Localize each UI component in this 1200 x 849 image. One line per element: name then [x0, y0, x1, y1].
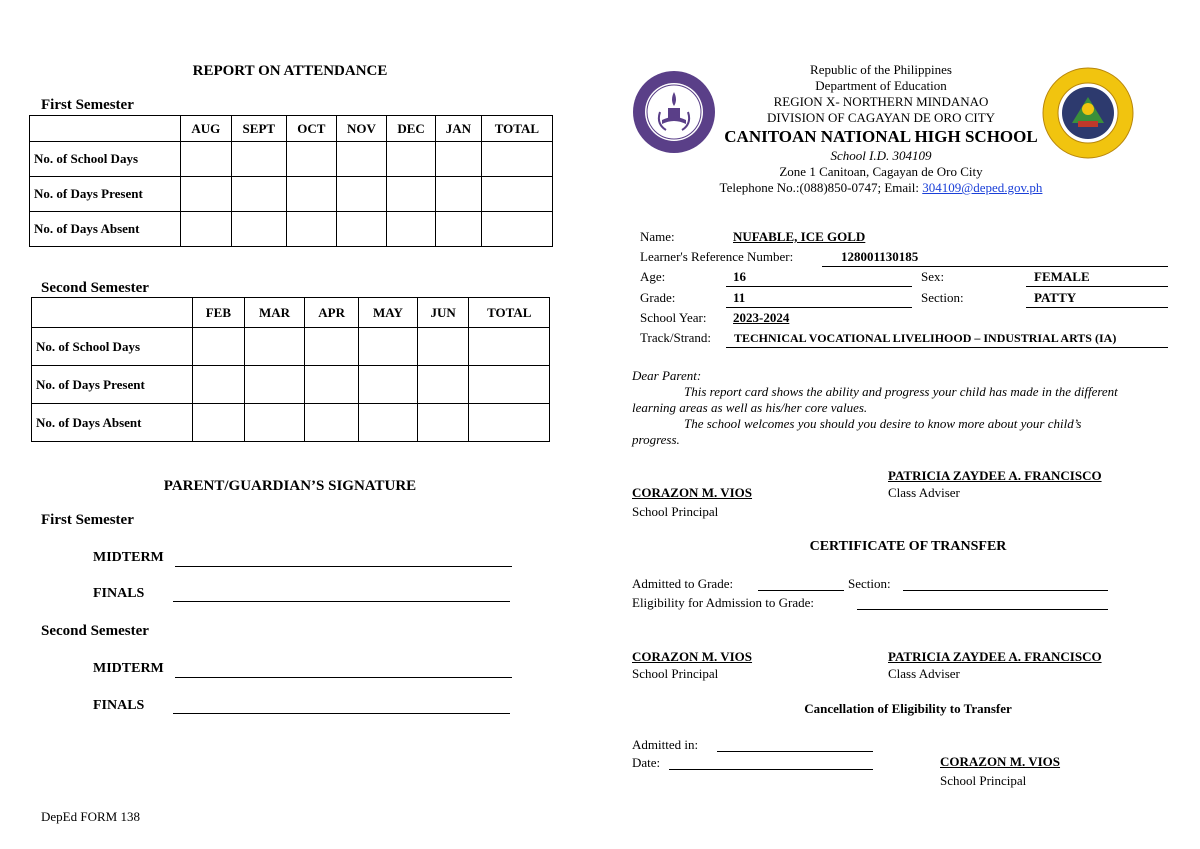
section-label: Section: — [921, 290, 964, 305]
month-header: JUN — [417, 298, 469, 328]
eligibility-label: Eligibility for Admission to Grade: — [632, 595, 814, 610]
finals-signature-line — [173, 601, 510, 602]
principal-title: School Principal — [632, 666, 719, 681]
republic-line: Republic of the Philippines — [810, 62, 952, 77]
table-row — [30, 142, 553, 177]
total-header: TOTAL — [469, 298, 550, 328]
signature-title: PARENT/GUARDIAN’S SIGNATURE — [163, 478, 417, 494]
admitted-grade-line — [758, 590, 844, 591]
finals-label: FINALS — [93, 586, 145, 601]
adviser-title: Class Adviser — [888, 666, 960, 681]
age-underline — [726, 286, 912, 287]
grade-underline — [726, 307, 912, 308]
address-line: Zone 1 Canitoan, Cagayan de Oro City — [779, 164, 983, 179]
midterm-label: MIDTERM — [93, 661, 164, 676]
school-year-value: 2023-2024 — [733, 310, 790, 325]
finals-signature-line — [173, 713, 510, 714]
row-label: No. of Days Present — [30, 177, 181, 212]
attendance-title: REPORT ON ATTENDANCE — [192, 63, 388, 79]
midterm-label: MIDTERM — [93, 550, 164, 565]
row-label: No. of School Days — [32, 328, 193, 366]
school-seal-logo — [632, 70, 716, 154]
deped-seal-logo — [1042, 67, 1134, 159]
midterm-signature-line — [175, 566, 512, 567]
table-corner — [30, 116, 181, 142]
table-row — [30, 212, 553, 247]
track-label: Track/Strand: — [640, 330, 712, 345]
table-row — [32, 366, 550, 404]
row-label: No. of Days Absent — [30, 212, 181, 247]
month-header: AUG — [181, 116, 232, 142]
month-header: APR — [305, 298, 359, 328]
month-header: MAY — [359, 298, 418, 328]
row-label: No. of Days Present — [32, 366, 193, 404]
adviser-name: PATRICIA ZAYDEE A. FRANCISCO — [888, 468, 1102, 483]
admitted-in-line — [717, 751, 873, 752]
first-semester-attendance-table — [29, 115, 553, 247]
row-label: No. of Days Absent — [32, 404, 193, 442]
date-label: Date: — [632, 755, 661, 770]
midterm-signature-line — [175, 677, 512, 678]
department-line: Department of Education — [815, 78, 947, 93]
sex-underline — [1026, 286, 1168, 287]
eligibility-line — [857, 609, 1108, 610]
table-row — [32, 404, 550, 442]
section-value: PATTY — [1034, 290, 1077, 305]
letter-paragraph-2: The school welcomes you should you desire to know more about your child’s progress. — [632, 416, 1082, 447]
name-label: Name: — [640, 229, 675, 244]
finals-label: FINALS — [93, 698, 145, 713]
letter-paragraph-1: This report card shows the ability and progress your child has made in the different learning areas as well as his/her core values. — [632, 384, 1118, 415]
second-semester-label: Second Semester — [41, 280, 149, 296]
row-label: No. of School Days — [30, 142, 181, 177]
email-link[interactable]: 304109@deped.gov.ph — [922, 180, 1043, 195]
division-line: DIVISION OF CAGAYAN DE ORO CITY — [766, 110, 996, 125]
lrn-value: 128001130185 — [841, 249, 919, 264]
region-line: REGION X- NORTHERN MINDANAO — [773, 94, 989, 109]
transfer-section-line — [903, 590, 1108, 591]
certificate-title: CERTIFICATE OF TRANSFER — [809, 539, 1007, 554]
month-header: NOV — [336, 116, 387, 142]
cancellation-title: Cancellation of Eligibility to Transfer — [804, 701, 1012, 716]
date-line — [669, 769, 873, 770]
track-underline — [726, 347, 1168, 348]
school-id: School I.D. 304109 — [830, 148, 932, 163]
sig-second-semester-label: Second Semester — [41, 623, 149, 639]
contact-line — [680, 180, 1082, 196]
lrn-label: Learner's Reference Number: — [640, 249, 794, 264]
table-row — [32, 328, 550, 366]
total-header: TOTAL — [481, 116, 552, 142]
sex-label: Sex: — [921, 269, 945, 284]
table-corner — [32, 298, 193, 328]
month-header: MAR — [244, 298, 304, 328]
principal-title: School Principal — [632, 504, 719, 519]
sig-first-semester-label: First Semester — [41, 512, 134, 528]
principal-title: School Principal — [940, 773, 1027, 788]
grade-value: 11 — [733, 290, 746, 305]
first-semester-label: First Semester — [41, 97, 134, 113]
telephone-text: Telephone No.:(088)850-0747; Email: — [719, 180, 923, 195]
grade-label: Grade: — [640, 290, 676, 305]
month-header: SEPT — [231, 116, 286, 142]
form-name: DepEd FORM 138 — [41, 809, 140, 824]
student-name: NUFABLE, ICE GOLD — [733, 229, 866, 244]
school-name: CANITOAN NATIONAL HIGH SCHOOL — [724, 127, 1038, 146]
track-value: TECHNICAL VOCATIONAL LIVELIHOOD – INDUSTRIAL ARTS (IA) — [734, 331, 1117, 345]
age-label: Age: — [640, 269, 666, 284]
adviser-title: Class Adviser — [888, 485, 960, 500]
principal-name: CORAZON M. VIOS — [632, 485, 753, 500]
age-value: 16 — [733, 269, 746, 284]
principal-name: CORAZON M. VIOS — [632, 649, 753, 664]
sex-value: FEMALE — [1034, 269, 1090, 284]
month-header: JAN — [435, 116, 481, 142]
section-underline — [1026, 307, 1168, 308]
table-row — [30, 177, 553, 212]
month-header: OCT — [287, 116, 337, 142]
school-year-label: School Year: — [640, 310, 707, 325]
principal-name: CORAZON M. VIOS — [940, 754, 1061, 769]
transfer-section-label: Section: — [848, 576, 891, 591]
admitted-grade-label: Admitted to Grade: — [632, 576, 734, 591]
adviser-name: PATRICIA ZAYDEE A. FRANCISCO — [888, 649, 1102, 664]
second-semester-attendance-table — [31, 297, 550, 442]
lrn-underline — [822, 266, 1168, 267]
admitted-in-label: Admitted in: — [632, 737, 699, 752]
month-header: FEB — [193, 298, 245, 328]
salutation: Dear Parent: — [632, 368, 702, 383]
month-header: DEC — [387, 116, 436, 142]
